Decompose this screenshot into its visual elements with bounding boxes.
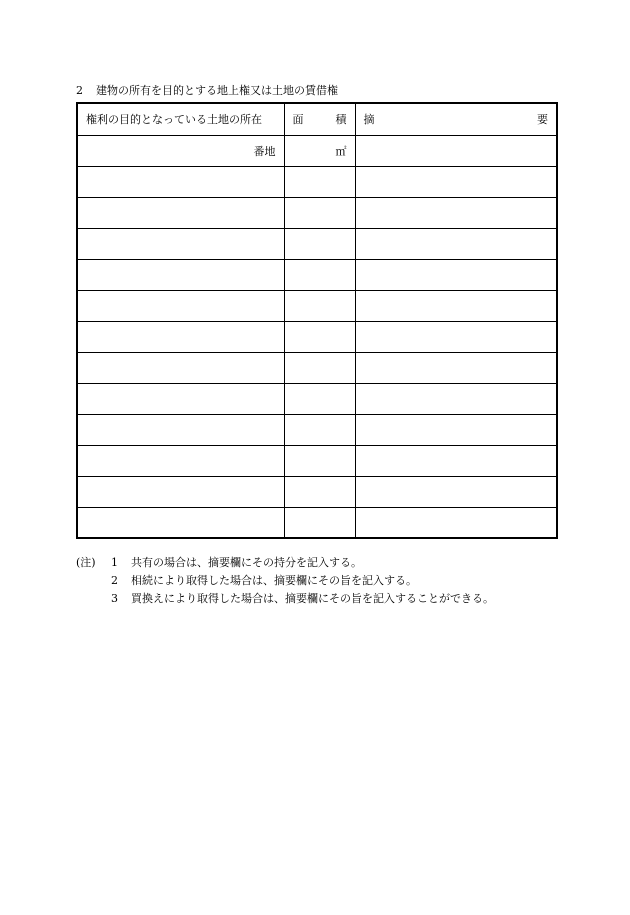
note-number: 1 <box>111 556 118 569</box>
location-cell[interactable] <box>77 197 284 228</box>
area-cell[interactable] <box>284 352 355 383</box>
area-cell[interactable] <box>284 507 355 538</box>
table-row <box>77 445 557 476</box>
location-cell[interactable] <box>77 507 284 538</box>
header-location <box>77 103 284 135</box>
header-area-left: 面 <box>292 113 304 127</box>
table-body <box>77 166 557 538</box>
location-cell[interactable] <box>77 259 284 290</box>
table-row <box>77 259 557 290</box>
remarks-cell[interactable] <box>355 352 557 383</box>
area-cell[interactable] <box>284 476 355 507</box>
notes-prefix: (注) <box>76 556 96 569</box>
table-row <box>77 414 557 445</box>
note-text: 買換えにより取得した場合は、摘要欄にその旨を記入することができる。 <box>131 592 494 605</box>
location-cell[interactable] <box>77 445 284 476</box>
table-row <box>77 290 557 321</box>
area-unit-cell[interactable] <box>284 135 355 166</box>
notes-section <box>76 554 494 608</box>
remarks-cell[interactable] <box>355 476 557 507</box>
location-cell[interactable] <box>77 321 284 352</box>
area-cell[interactable] <box>284 290 355 321</box>
section-heading <box>76 84 338 98</box>
area-cell[interactable] <box>284 228 355 259</box>
remarks-cell[interactable] <box>355 414 557 445</box>
area-cell[interactable] <box>284 166 355 197</box>
remarks-cell[interactable] <box>355 383 557 414</box>
table-row <box>77 352 557 383</box>
remarks-cell[interactable] <box>355 197 557 228</box>
table-row <box>77 197 557 228</box>
area-unit-label: ㎡ <box>335 144 347 158</box>
remarks-cell[interactable] <box>355 135 557 166</box>
remarks-cell[interactable] <box>355 445 557 476</box>
header-area-right: 積 <box>335 113 347 127</box>
remarks-cell[interactable] <box>355 321 557 352</box>
note-item <box>76 590 494 608</box>
area-cell[interactable] <box>284 259 355 290</box>
note-item <box>76 554 494 572</box>
header-remarks-left: 摘 <box>363 113 375 127</box>
table-row <box>77 166 557 197</box>
remarks-cell[interactable] <box>355 166 557 197</box>
table-header-row <box>77 103 557 135</box>
remarks-cell[interactable] <box>355 228 557 259</box>
table-row <box>77 228 557 259</box>
table-row <box>77 383 557 414</box>
location-cell[interactable] <box>77 290 284 321</box>
note-number: 3 <box>111 592 118 605</box>
remarks-cell[interactable] <box>355 507 557 538</box>
section-number: 2 <box>76 84 83 97</box>
remarks-cell[interactable] <box>355 290 557 321</box>
header-remarks-right: 要 <box>537 113 548 127</box>
land-rights-table <box>76 102 558 539</box>
table-row <box>77 507 557 538</box>
area-cell[interactable] <box>284 383 355 414</box>
note-number: 2 <box>111 574 118 587</box>
area-cell[interactable] <box>284 414 355 445</box>
location-cell[interactable] <box>77 383 284 414</box>
header-area <box>284 103 355 135</box>
header-location-label: 権利の目的となっている土地の所在 <box>86 113 262 127</box>
note-text: 共有の場合は、摘要欄にその持分を記入する。 <box>131 556 362 569</box>
location-cell[interactable] <box>77 228 284 259</box>
header-remarks <box>355 103 557 135</box>
location-cell[interactable] <box>77 166 284 197</box>
note-item <box>76 572 494 590</box>
lot-unit-label: 番地 <box>253 144 276 158</box>
location-cell[interactable] <box>77 352 284 383</box>
location-cell[interactable] <box>77 414 284 445</box>
table-row <box>77 476 557 507</box>
table-row <box>77 321 557 352</box>
area-cell[interactable] <box>284 445 355 476</box>
unit-row <box>77 135 557 166</box>
remarks-cell[interactable] <box>355 259 557 290</box>
section-title-text: 建物の所有を目的とする地上権又は土地の賃借権 <box>96 84 338 97</box>
area-cell[interactable] <box>284 197 355 228</box>
note-text: 相続により取得した場合は、摘要欄にその旨を記入する。 <box>131 574 417 587</box>
lot-unit-cell[interactable] <box>77 135 284 166</box>
area-cell[interactable] <box>284 321 355 352</box>
location-cell[interactable] <box>77 476 284 507</box>
